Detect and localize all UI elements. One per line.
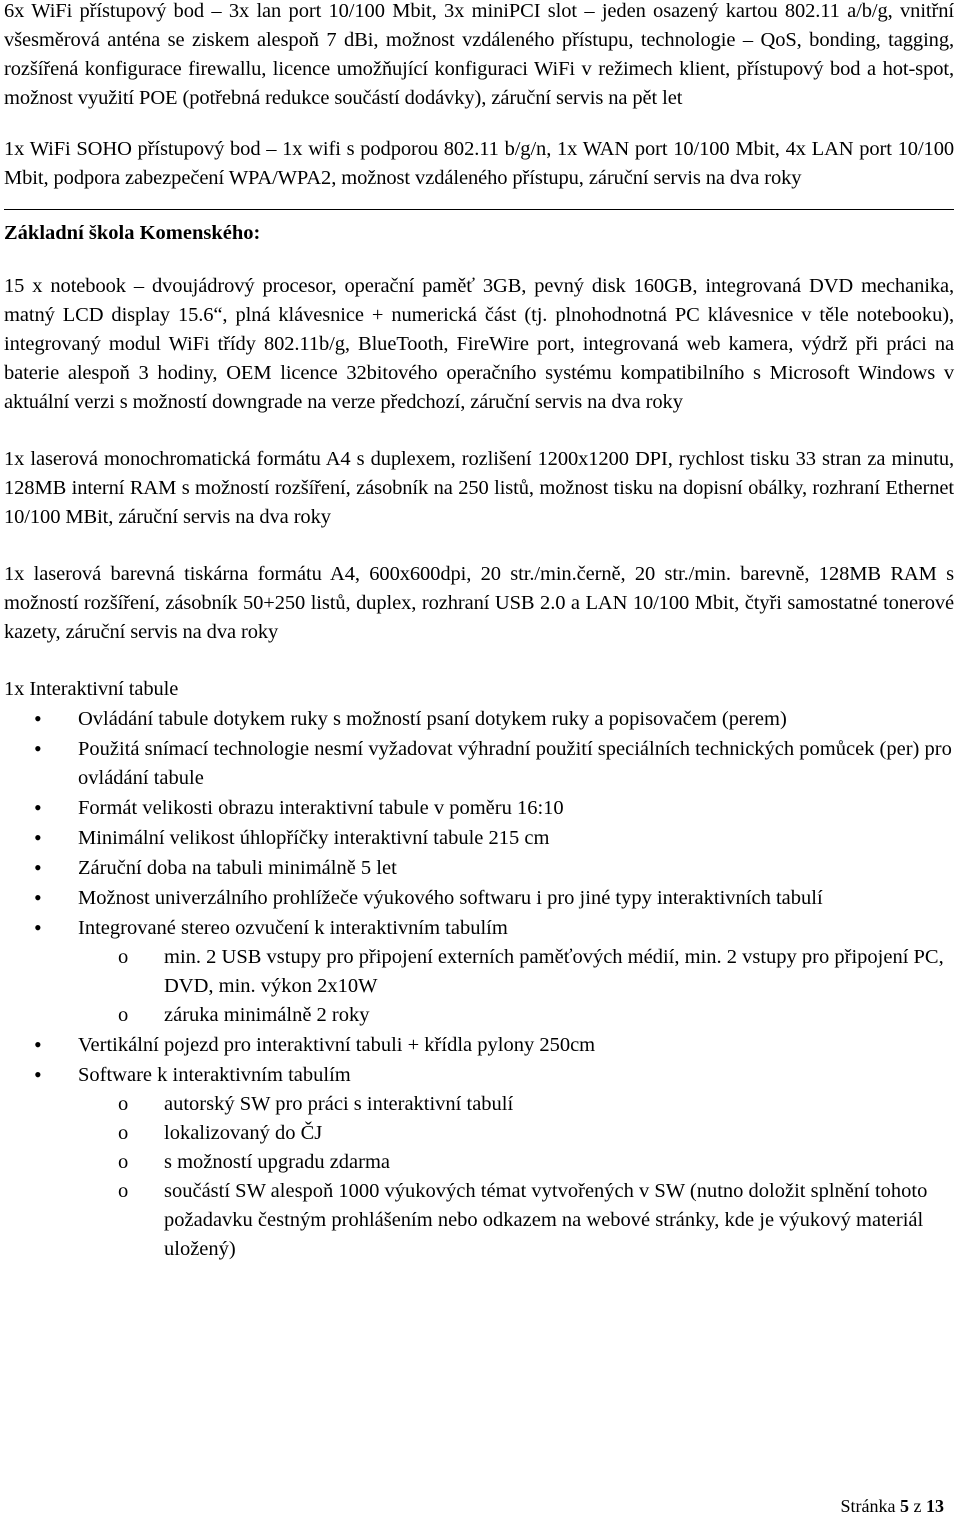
sub-list-item-text: součástí SW alespoň 1000 výukových témat vytvořených v SW (nutno doložit splnění tohoto požadavku čestným prohlášením nebo odkazem na webové stránky, kde je výukový materiál uložený) [164, 1180, 928, 1260]
footer-label: Stránka [840, 1496, 896, 1516]
sub-list-item-text: s možností upgradu zdarma [164, 1151, 391, 1173]
spacer [4, 532, 954, 560]
sub-list-item [4, 1148, 954, 1177]
board-requirements-list [4, 704, 954, 1264]
paragraph-mono-printer: 1x laserová monochromatická formátu A4 s duplexem, rozlišení 1200x1200 DPI, rychlost tisku 33 stran za minutu, 128MB interní RAM s možností rozšíření, zásobník na 250 listů, možnost tisku na dopisní obálky, rozhraní Ethernet 10/100 MBit, záruční servis na dva roky [4, 448, 954, 528]
list-item [4, 1060, 954, 1264]
footer-total-pages: 13 [926, 1496, 944, 1516]
spacer [4, 193, 954, 209]
list-item [4, 704, 954, 734]
spacer [4, 113, 954, 135]
paragraph-wifi-access-points: 6x WiFi přístupový bod – 3x lan port 10/100 Mbit, 3x miniPCI slot – jeden osazený kartou 802.11 a/b/g, vnitřní všesměrová anténa se ziskem alespoň 7 dBi, možnost vzdáleného přístupu, technologie – QoS, bonding, tagging, rozšířená konfigurace firewallu, licence umožňující konfiguraci WiFi v režimech klient, přístupový bod a hot-spot, možnost využití POE (potřebná redukce součástí dodávky), záruční servis na pět let [4, 0, 954, 109]
spacer [4, 210, 954, 219]
paragraph-color-printer: 1x laserová barevná tiskárna formátu A4, 600x600dpi, 20 str./min.černě, 20 str./min. barevně, 128MB RAM s možností rozšíření, zásobník 50+250 listů, duplex, rozhraní USB 2.0 a LAN 10/100 Mbit, čtyři samostatné tonerové kazety, záruční servis na dva roky [4, 563, 954, 643]
list-item-text: Integrované stereo ozvučení k interaktivním tabulím [78, 917, 508, 939]
sub-list-item-text: min. 2 USB vstupy pro připojení externích paměťových médií, min. 2 vstupy pro připojení PC, DVD, min. výkon 2x10W [164, 946, 944, 997]
paragraph-soho-access-point: 1x WiFi SOHO přístupový bod – 1x wifi s podporou 802.11 b/g/n, 1x WAN port 10/100 Mbit, 4x LAN port 10/100 Mbit, podpora zabezpečení WPA/WPA2, možnost vzdáleného přístupu, záruční servis na dva roky [4, 138, 954, 189]
paragraph-notebooks: 15 x notebook – dvoujádrový procesor, operační paměť 3GB, pevný disk 160GB, integrovaná DVD mechanika, matný LCD display 15.6“, plná klávesnice + numerická část (tj. plnohodnotná PC klávesnice v těle notebooku), integrovaný modul WiFi třídy 802.11b/g, BlueTooth, FireWire port, integrovaná web kamera, výdrž při práci na baterie alespoň 3 hodiny, OEM licence 32bitového operačního systému kompatibilního s Microsoft Windows v aktuální verzi s možností downgrade na verze předchozí, záruční servis na dva roky [4, 275, 954, 413]
list-item-text: Minimální velikost úhlopříčky interaktivní tabule 215 cm [78, 827, 550, 849]
audio-sublist [78, 943, 954, 1030]
spacer [4, 248, 954, 272]
list-item-text: Formát velikosti obrazu interaktivní tabule v poměru 16:10 [78, 797, 564, 819]
footer-current-page: 5 [900, 1496, 909, 1516]
list-item-text: Ovládání tabule dotykem ruky s možností psaní dotykem ruky a popisovačem (perem) [78, 708, 787, 730]
sub-list-item [4, 1177, 954, 1264]
sub-list-item-text: autorský SW pro práci s interaktivní tabulí [164, 1093, 514, 1115]
sub-list-item-text: záruka minimálně 2 roky [164, 1004, 370, 1026]
list-item [4, 793, 954, 823]
sub-list-item [4, 1001, 954, 1030]
list-item-text: Vertikální pojezd pro interaktivní tabuli + křídla pylony 250cm [78, 1034, 596, 1056]
spacer [4, 647, 954, 675]
list-item-text: Použitá snímací technologie nesmí vyžadovat výhradní použití speciálních technických pomůcek (per) pro ovládání tabule [78, 738, 952, 789]
software-sublist [78, 1090, 954, 1264]
sub-list-item [4, 1090, 954, 1119]
list-item [4, 734, 954, 793]
list-item [4, 1030, 954, 1060]
footer-separator: z [913, 1496, 922, 1516]
sub-list-item-text: lokalizovaný do ČJ [164, 1122, 323, 1144]
list-item [4, 883, 954, 913]
sub-list-item [4, 1119, 954, 1148]
list-item-text: Software k interaktivním tabulím [78, 1064, 351, 1086]
list-item [4, 853, 954, 883]
page-number-footer [841, 1495, 944, 1517]
list-item [4, 913, 954, 1030]
list-item-text: Záruční doba na tabuli minimálně 5 let [78, 857, 397, 879]
document-page [4, 0, 954, 1264]
sub-list-item [4, 943, 954, 1001]
spacer [4, 417, 954, 445]
list-item-text: Možnost univerzálního prohlížeče výukového softwaru i pro jiné typy interaktivních tabulí [78, 887, 823, 909]
paragraph-interactive-board: 1x Interaktivní tabule [4, 678, 179, 700]
list-item [4, 823, 954, 853]
section-heading-school: Základní škola Komenského: [4, 222, 261, 244]
